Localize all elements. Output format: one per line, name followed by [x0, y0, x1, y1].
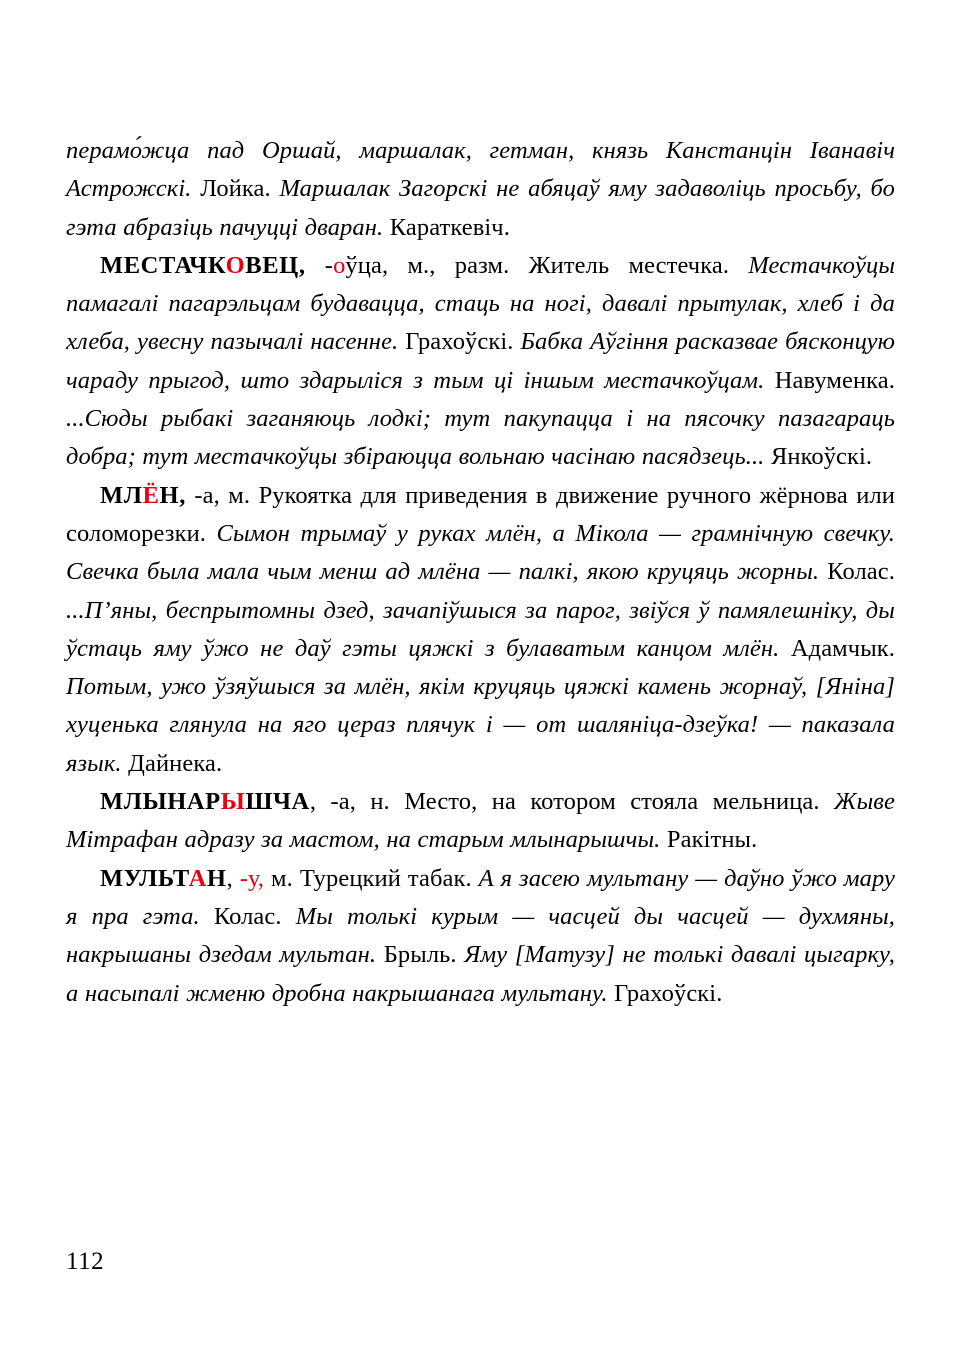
citation-quote: Сымон трымаў у руках млён, а Мікола — грамнічную свечку. Свечка была мала чым менш ад млёна — палкі, якою круцяць жорны.: [66, 519, 895, 586]
grammar-note: -а,: [194, 481, 220, 509]
gender-label: н.: [370, 788, 390, 816]
citation-quote: Мы толькі курым — часцей ды часцей — духмяны, накрышаны дзедам мультан.: [66, 902, 895, 969]
headword-stressed-letter: Ы: [220, 788, 246, 816]
register-label: разм.: [454, 251, 510, 279]
citation-author: Брыль.: [383, 941, 457, 969]
headword-punct: ,: [309, 788, 317, 816]
headword-punct: ,: [179, 481, 186, 509]
page-number: 112: [66, 1248, 105, 1275]
grammar-note: [325, 252, 388, 279]
headword-text-after: ВЕЦ: [245, 251, 299, 279]
citation-author: Дайнека.: [128, 749, 223, 777]
lead-attribution-1: Лойка.: [200, 175, 271, 203]
grammar-stressed-letter: о: [333, 251, 346, 279]
dictionary-entry-mlynaryshcha: [66, 783, 895, 860]
headword-punct: ,: [226, 864, 233, 892]
citation-quote: ...Сюды рыбакі заганяюць лодкі; тут пакупацца і на пясочку пазагараць добра; тут местачкоўцы збіраюцца вольнаю часінаю пасядзець...: [66, 405, 895, 471]
citation-author: Ракітны.: [666, 826, 758, 854]
headword-text-before: МЛ: [100, 481, 143, 509]
definition-text: Турецкий табак.: [299, 864, 472, 892]
headword-mestachkovets: [100, 252, 306, 279]
headword-text-after: ШЧА: [245, 788, 310, 816]
citation-quote: Бабка Аўгіння расказвае бясконцую чараду прыгод, што здарыліся з тым ці іншым местачкоўцам.: [66, 328, 895, 394]
headword-stressed-letter: А: [188, 864, 207, 892]
dictionary-entry-multan: [66, 860, 895, 1013]
headword-text-before: МЕСТАЧК: [100, 251, 226, 279]
definition-text: Житель местечка.: [528, 251, 730, 279]
grammar-note: -а,: [330, 788, 356, 816]
citation-author: Грахоўскі.: [405, 328, 514, 356]
citation-quote: Жыве Мітрафан адразу за мастом, на старым млынарышчы.: [66, 788, 895, 854]
headword-stressed-letter: О: [225, 251, 246, 279]
dictionary-page-body: [66, 132, 895, 1252]
grammar-suffix: ўца,: [345, 251, 389, 279]
gender-label: м.,: [407, 251, 436, 279]
citation-author: Колас.: [213, 902, 282, 930]
headword-mlyon: [100, 482, 186, 509]
citation-quote: Местачкоўцы памагалі пагарэльцам будавацца, стаць на ногі, давалі прытулак, хлеб і да хлеба, увесну пазычалі насенне.: [66, 251, 896, 356]
dictionary-entry-mestachkovets: [66, 247, 895, 477]
citation-author: Адамчык.: [790, 634, 895, 662]
lead-paragraph: [66, 132, 895, 247]
lead-attribution-2: Караткевіч.: [389, 213, 510, 241]
citation-quote: А я засею мультану — даўно ўжо мару я пра гэта.: [66, 864, 896, 930]
citation-author: Навуменка.: [774, 366, 895, 394]
citation-quote: Потым, ужо ўзяўшыся за млён, якім круцяць цяжкі камень жорнаў, [Яніна] хуценька глянула на яго цераз плячук і — от шаляніца-дзеўка! — паказала язык.: [66, 673, 895, 777]
citation-author: Грахоўскі.: [614, 979, 723, 1007]
definition-text: Рукоятка для приведения в движение ручного жёрнова или соломорезки.: [66, 481, 896, 547]
citation-author: Янкоўскі.: [770, 443, 873, 471]
citation-quote: Яму [Матузу] не толькі давалі цыгарку, а насыпалі жменю дробна накрышанага мультану.: [66, 941, 895, 1007]
gender-label: м.: [271, 864, 293, 892]
definition-text: Место, на котором стояла мельница.: [404, 788, 820, 816]
grammar-note: -у,: [239, 864, 265, 892]
headword-stressed-letter: Ё: [142, 481, 160, 509]
citation-author: Колас.: [827, 558, 895, 586]
gender-label: м.: [228, 481, 251, 509]
headword-text-after: Н: [206, 864, 227, 892]
headword-mlynaryshcha: [100, 788, 310, 815]
headword-text-before: МЛЫНАР: [100, 788, 221, 816]
lead-quote-2: Маршалак Загорскі не абяцаў яму задаволіць просьбу, бо гэта абразіць пачуцці дваран.: [66, 175, 896, 241]
citation-quote: ...П’яны, беспрытомны дзед, зачапіўшыся за парог, звіўся ў памялешніку, ды ўстаць яму ўжо не даў гэты цяжкі з булаватым канцом млён.: [66, 596, 895, 662]
headword-text-before: МУЛЬТ: [100, 864, 189, 892]
headword-multan: [100, 865, 227, 892]
grammar-prefix: -: [324, 251, 334, 279]
headword-text-after: Н: [159, 481, 180, 509]
headword-punct: ,: [298, 251, 306, 279]
lead-quote-1: перамо́жца пад Оршай, маршалак, гетман, князь Канстанцін Іванавіч Астрожскі.: [66, 137, 895, 203]
dictionary-entry-mlyon: [66, 477, 895, 783]
